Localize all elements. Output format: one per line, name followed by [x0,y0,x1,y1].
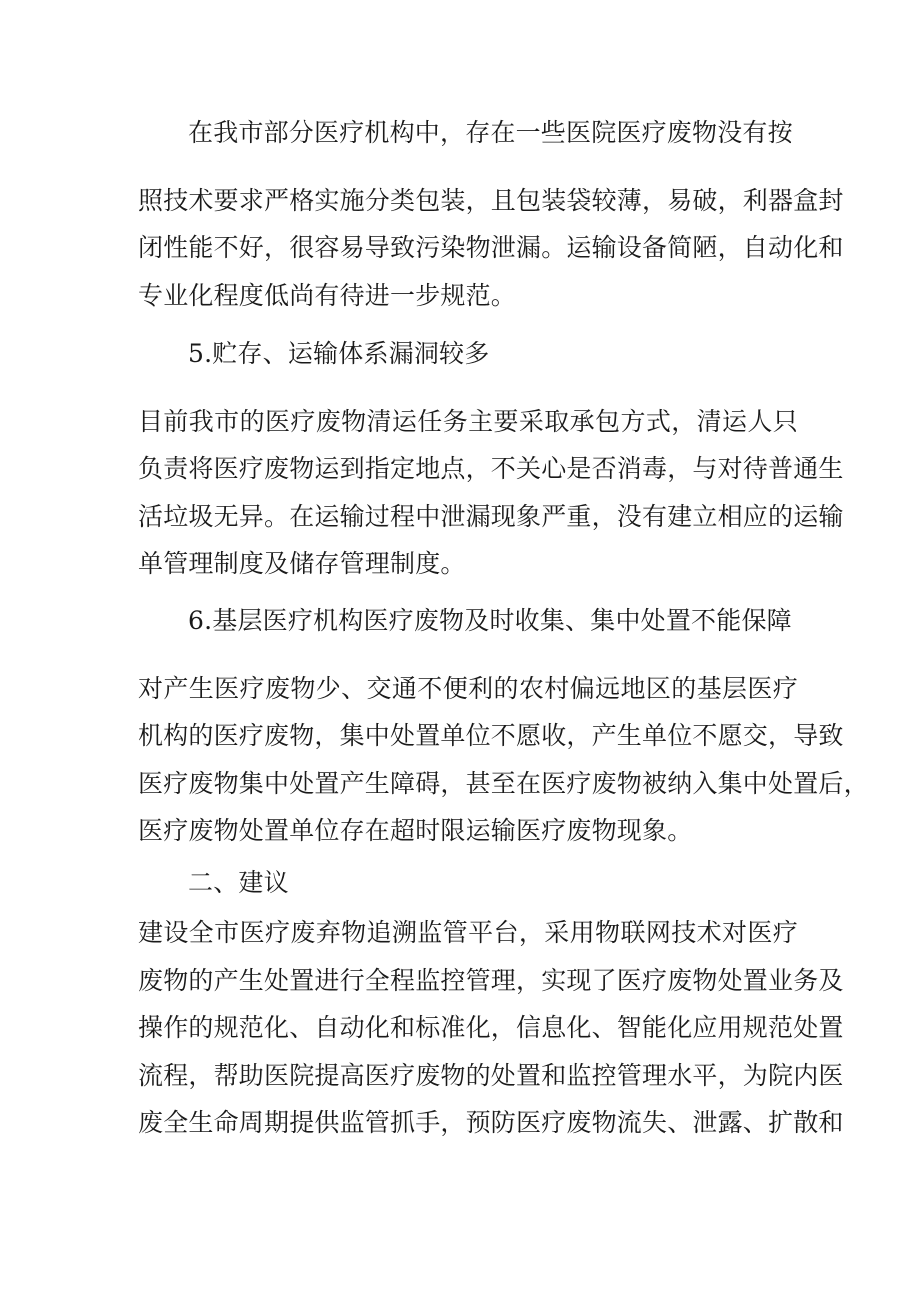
paragraph-line: 废全生命周期提供监管抓手，预防医疗废物流失、泄露、扩散和 [138,1108,844,1137]
paragraph-line: 流程，帮助医院提高医疗废物的处置和监控管理水平，为院内医 [138,1061,844,1090]
paragraph-line: 对产生医疗废物少、交通不便利的农村偏远地区的基层医疗 [138,674,798,703]
paragraph-line: 建设全市医疗废弃物追溯监管平台，采用物联网技术对医疗 [138,918,798,947]
paragraph-line: 闭性能不好，很容易导致污染物泄漏。运输设备简陋，自动化和 [138,233,844,262]
paragraph-line: 医疗废物集中处置产生障碍，甚至在医疗废物被纳入集中处置后， [138,769,869,798]
paragraph-line: 在我市部分医疗机构中，存在一些医院医疗废物没有按 [188,118,793,147]
paragraph-line: 机构的医疗废物，集中处置单位不愿收，产生单位不愿交，导致 [138,721,844,750]
paragraph-line: 废物的产生处置进行全程监控管理，实现了医疗废物处置业务及 [138,966,844,995]
paragraph-line: 照技术要求严格实施分类包装，且包装袋较薄，易破，利器盒封 [138,186,844,215]
section-heading: 5.贮存、运输体系漏洞较多 [188,339,490,368]
paragraph-line: 专业化程度低尚有待进一步规范。 [138,281,517,310]
paragraph-line: 负责将医疗废物运到指定地点，不关心是否消毒，与对待普通生 [138,454,844,483]
paragraph-line: 活垃圾无异。在运输过程中泄漏现象严重，没有建立相应的运输 [138,502,844,531]
paragraph-line: 目前我市的医疗废物清运任务主要采取承包方式，清运人只 [138,407,798,436]
paragraph-line: 单管理制度及储存管理制度。 [138,549,466,578]
section-heading: 二、建议 [188,868,289,897]
paragraph-line: 操作的规范化、自动化和标准化，信息化、智能化应用规范处置 [138,1013,844,1042]
section-heading: 6.基层医疗机构医疗废物及时收集、集中处置不能保障 [188,606,792,635]
paragraph-line: 医疗废物处置单位存在超时限运输医疗废物现象。 [138,816,693,845]
